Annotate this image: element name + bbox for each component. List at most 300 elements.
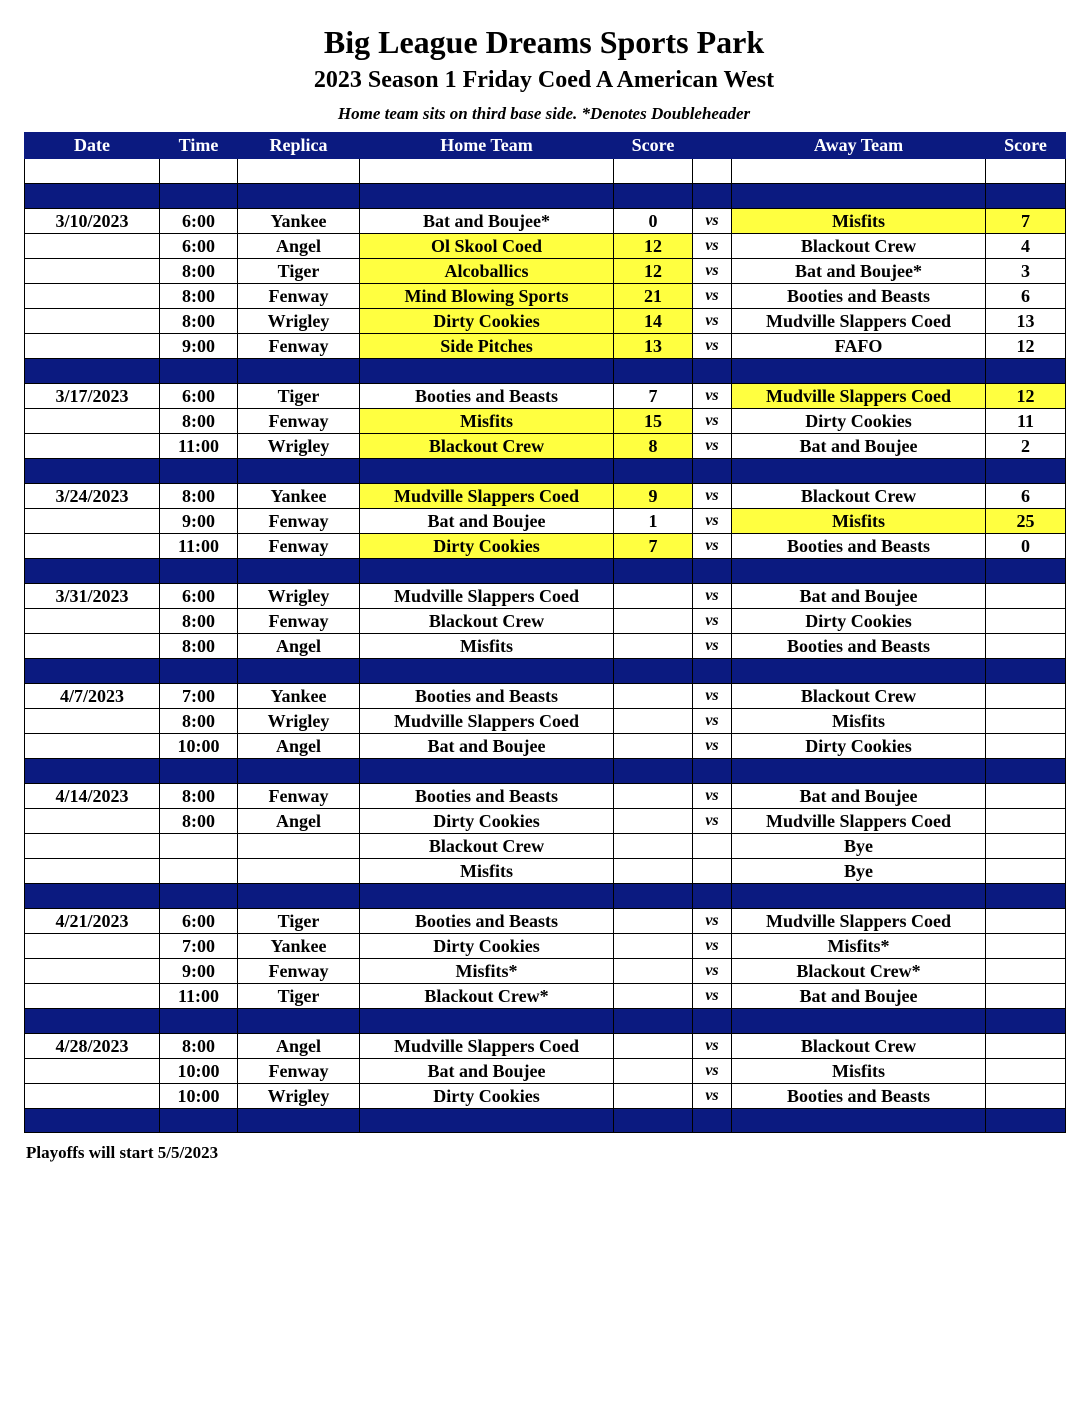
cell-date [25, 809, 160, 834]
cell-home-score [614, 934, 693, 959]
cell-vs: vs [693, 1059, 732, 1084]
cell-replica: Fenway [238, 959, 360, 984]
empty-cell [238, 1109, 360, 1133]
cell-date: 3/17/2023 [25, 384, 160, 409]
week-separator-row [25, 884, 1066, 909]
cell-vs: vs [693, 609, 732, 634]
empty-cell [732, 159, 986, 184]
cell-replica: Tiger [238, 259, 360, 284]
table-row [25, 859, 1066, 884]
cell-home-team: Blackout Crew [360, 834, 614, 859]
cell-home-score [614, 859, 693, 884]
cell-date [25, 859, 160, 884]
table-row [25, 784, 1066, 809]
empty-cell [986, 459, 1066, 484]
col-header-replica: Replica [238, 133, 360, 159]
week-separator-row [25, 359, 1066, 384]
cell-away-score: 6 [986, 284, 1066, 309]
cell-away-score: 6 [986, 484, 1066, 509]
cell-away-team: Blackout Crew [732, 684, 986, 709]
cell-home-score: 12 [614, 259, 693, 284]
cell-date [25, 234, 160, 259]
cell-date [25, 1084, 160, 1109]
cell-home-score: 7 [614, 534, 693, 559]
cell-home-score [614, 959, 693, 984]
table-row [25, 709, 1066, 734]
cell-home-team: Alcoballics [360, 259, 614, 284]
cell-replica: Yankee [238, 209, 360, 234]
cell-away-team: Mudville Slappers Coed [732, 309, 986, 334]
cell-home-score: 8 [614, 434, 693, 459]
cell-home-score [614, 1034, 693, 1059]
cell-home-score [614, 984, 693, 1009]
cell-home-score [614, 809, 693, 834]
cell-time: 10:00 [160, 734, 238, 759]
cell-time: 8:00 [160, 609, 238, 634]
cell-vs: vs [693, 259, 732, 284]
cell-vs: vs [693, 509, 732, 534]
empty-cell [693, 459, 732, 484]
schedule-note: Home team sits on third base side. *Denotes Doubleheader [337, 104, 751, 123]
cell-away-score: 3 [986, 259, 1066, 284]
cell-home-team: Bat and Boujee* [360, 209, 614, 234]
cell-away-score [986, 934, 1066, 959]
table-row [25, 209, 1066, 234]
empty-cell [693, 159, 732, 184]
cell-vs [693, 859, 732, 884]
cell-away-score [986, 784, 1066, 809]
cell-away-score [986, 584, 1066, 609]
cell-away-team: Misfits [732, 1059, 986, 1084]
empty-cell [360, 459, 614, 484]
cell-time: 8:00 [160, 309, 238, 334]
empty-cell [693, 759, 732, 784]
empty-cell [160, 659, 238, 684]
week-separator-row [25, 1109, 1066, 1133]
cell-time: 11:00 [160, 984, 238, 1009]
empty-cell [160, 559, 238, 584]
cell-replica: Fenway [238, 534, 360, 559]
cell-home-team: Dirty Cookies [360, 1084, 614, 1109]
cell-away-score [986, 1084, 1066, 1109]
cell-away-score [986, 709, 1066, 734]
col-header-away-team: Away Team [732, 133, 986, 159]
cell-time: 9:00 [160, 509, 238, 534]
cell-time: 6:00 [160, 234, 238, 259]
cell-away-score: 25 [986, 509, 1066, 534]
table-row [25, 584, 1066, 609]
cell-home-team: Booties and Beasts [360, 784, 614, 809]
cell-away-team: Mudville Slappers Coed [732, 909, 986, 934]
cell-away-score: 0 [986, 534, 1066, 559]
empty-cell [25, 659, 160, 684]
cell-vs: vs [693, 959, 732, 984]
cell-home-team: Bat and Boujee [360, 509, 614, 534]
cell-home-team: Dirty Cookies [360, 309, 614, 334]
cell-time: 11:00 [160, 534, 238, 559]
cell-time: 8:00 [160, 809, 238, 834]
cell-away-score: 13 [986, 309, 1066, 334]
cell-away-team: Misfits [732, 509, 986, 534]
cell-home-score: 13 [614, 334, 693, 359]
cell-replica: Fenway [238, 284, 360, 309]
empty-cell [160, 1109, 238, 1133]
cell-away-score [986, 959, 1066, 984]
cell-replica: Wrigley [238, 309, 360, 334]
cell-time: 7:00 [160, 934, 238, 959]
empty-cell [986, 1109, 1066, 1133]
cell-away-team: Bye [732, 859, 986, 884]
cell-date [25, 634, 160, 659]
cell-time: 8:00 [160, 784, 238, 809]
cell-home-team: Bat and Boujee [360, 734, 614, 759]
cell-away-score [986, 609, 1066, 634]
cell-replica: Angel [238, 1034, 360, 1059]
cell-away-score [986, 634, 1066, 659]
cell-vs: vs [693, 484, 732, 509]
cell-away-score [986, 909, 1066, 934]
cell-replica [238, 834, 360, 859]
cell-away-team: Bat and Boujee [732, 784, 986, 809]
cell-home-team: Blackout Crew [360, 609, 614, 634]
cell-away-score [986, 859, 1066, 884]
cell-date [25, 934, 160, 959]
empty-cell [160, 159, 238, 184]
empty-cell [25, 1109, 160, 1133]
cell-home-score [614, 834, 693, 859]
col-header-home-team: Home Team [360, 133, 614, 159]
table-row [25, 1084, 1066, 1109]
cell-time: 9:00 [160, 334, 238, 359]
cell-away-team: Dirty Cookies [732, 609, 986, 634]
cell-vs: vs [693, 234, 732, 259]
empty-cell [693, 659, 732, 684]
empty-cell [160, 459, 238, 484]
cell-away-team: Booties and Beasts [732, 634, 986, 659]
week-separator-row [25, 459, 1066, 484]
empty-cell [693, 1109, 732, 1133]
empty-cell [238, 459, 360, 484]
cell-time [160, 834, 238, 859]
empty-cell [238, 359, 360, 384]
empty-cell [360, 1009, 614, 1034]
cell-away-team: Bat and Boujee [732, 984, 986, 1009]
table-row [25, 434, 1066, 459]
cell-replica: Yankee [238, 484, 360, 509]
playoffs-note: Playoffs will start 5/5/2023 [26, 1143, 219, 1162]
week-separator-row [25, 1009, 1066, 1034]
table-row [25, 909, 1066, 934]
cell-away-score [986, 834, 1066, 859]
cell-vs: vs [693, 934, 732, 959]
cell-time: 6:00 [160, 584, 238, 609]
cell-away-team: Misfits [732, 209, 986, 234]
empty-cell [360, 659, 614, 684]
cell-away-team: Blackout Crew [732, 234, 986, 259]
table-row [25, 384, 1066, 409]
empty-cell [614, 559, 693, 584]
empty-cell [25, 359, 160, 384]
empty-cell [238, 659, 360, 684]
cell-date [25, 709, 160, 734]
cell-time: 6:00 [160, 384, 238, 409]
empty-cell [25, 159, 160, 184]
empty-cell [25, 559, 160, 584]
cell-time: 8:00 [160, 484, 238, 509]
cell-time: 10:00 [160, 1059, 238, 1084]
week-separator-row [25, 184, 1066, 209]
cell-away-score: 2 [986, 434, 1066, 459]
cell-date: 4/14/2023 [25, 784, 160, 809]
cell-home-score [614, 784, 693, 809]
table-row [25, 734, 1066, 759]
cell-home-team: Booties and Beasts [360, 384, 614, 409]
empty-cell [986, 1009, 1066, 1034]
cell-home-score [614, 584, 693, 609]
cell-time: 8:00 [160, 409, 238, 434]
cell-away-score [986, 734, 1066, 759]
cell-vs: vs [693, 634, 732, 659]
cell-home-team: Misfits [360, 859, 614, 884]
cell-vs: vs [693, 534, 732, 559]
empty-cell [693, 359, 732, 384]
cell-away-score [986, 1059, 1066, 1084]
cell-vs: vs [693, 209, 732, 234]
cell-date [25, 834, 160, 859]
cell-home-score [614, 734, 693, 759]
cell-time: 8:00 [160, 709, 238, 734]
table-row [25, 684, 1066, 709]
table-row [25, 634, 1066, 659]
cell-away-score: 7 [986, 209, 1066, 234]
cell-date: 4/21/2023 [25, 909, 160, 934]
schedule-table [24, 132, 1066, 1133]
empty-cell [25, 459, 160, 484]
week-separator-row [25, 559, 1066, 584]
cell-vs: vs [693, 909, 732, 934]
cell-home-score [614, 1059, 693, 1084]
empty-cell [614, 884, 693, 909]
cell-away-team: Misfits* [732, 934, 986, 959]
cell-home-team: Side Pitches [360, 334, 614, 359]
empty-cell [732, 559, 986, 584]
cell-away-score [986, 809, 1066, 834]
cell-time: 8:00 [160, 1034, 238, 1059]
cell-replica: Tiger [238, 984, 360, 1009]
table-row [25, 334, 1066, 359]
empty-cell [732, 459, 986, 484]
cell-home-score: 1 [614, 509, 693, 534]
cell-home-team: Booties and Beasts [360, 909, 614, 934]
cell-vs: vs [693, 784, 732, 809]
empty-cell [614, 459, 693, 484]
cell-home-team: Misfits* [360, 959, 614, 984]
cell-away-team: Blackout Crew [732, 1034, 986, 1059]
cell-home-score: 9 [614, 484, 693, 509]
empty-cell [693, 884, 732, 909]
cell-replica: Fenway [238, 334, 360, 359]
cell-date: 4/28/2023 [25, 1034, 160, 1059]
cell-home-team: Mudville Slappers Coed [360, 584, 614, 609]
cell-away-team: Booties and Beasts [732, 1084, 986, 1109]
cell-away-team: Dirty Cookies [732, 409, 986, 434]
cell-home-team: Bat and Boujee [360, 1059, 614, 1084]
cell-date [25, 1059, 160, 1084]
table-header-row [25, 133, 1066, 159]
cell-home-team: Blackout Crew [360, 434, 614, 459]
empty-cell [25, 884, 160, 909]
empty-cell [360, 759, 614, 784]
empty-cell [25, 184, 160, 209]
empty-cell [25, 1009, 160, 1034]
cell-replica: Wrigley [238, 584, 360, 609]
col-header-time: Time [160, 133, 238, 159]
cell-home-team: Booties and Beasts [360, 684, 614, 709]
empty-cell [732, 359, 986, 384]
cell-home-team: Dirty Cookies [360, 934, 614, 959]
empty-cell [986, 659, 1066, 684]
cell-home-score [614, 609, 693, 634]
table-row [25, 1059, 1066, 1084]
cell-home-team: Misfits [360, 409, 614, 434]
cell-replica: Yankee [238, 684, 360, 709]
cell-date [25, 609, 160, 634]
cell-away-team: Dirty Cookies [732, 734, 986, 759]
cell-time: 10:00 [160, 1084, 238, 1109]
empty-cell [614, 159, 693, 184]
empty-cell [360, 159, 614, 184]
cell-date [25, 434, 160, 459]
cell-away-team: Misfits [732, 709, 986, 734]
cell-date [25, 259, 160, 284]
cell-time: 8:00 [160, 284, 238, 309]
cell-home-score [614, 709, 693, 734]
table-row [25, 484, 1066, 509]
cell-away-score: 11 [986, 409, 1066, 434]
table-row [25, 934, 1066, 959]
cell-vs: vs [693, 409, 732, 434]
week-separator-row [25, 759, 1066, 784]
cell-replica: Fenway [238, 609, 360, 634]
schedule-body [25, 159, 1066, 1133]
cell-date [25, 509, 160, 534]
cell-home-team: Mind Blowing Sports [360, 284, 614, 309]
cell-vs: vs [693, 734, 732, 759]
cell-vs [693, 834, 732, 859]
empty-cell [360, 1109, 614, 1133]
col-header-home-score: Score [614, 133, 693, 159]
cell-vs: vs [693, 984, 732, 1009]
cell-home-team: Dirty Cookies [360, 809, 614, 834]
empty-cell [238, 884, 360, 909]
empty-cell [238, 159, 360, 184]
cell-date [25, 984, 160, 1009]
table-row [25, 1034, 1066, 1059]
table-row [25, 984, 1066, 1009]
cell-replica: Fenway [238, 784, 360, 809]
cell-away-score: 4 [986, 234, 1066, 259]
cell-away-team: Bat and Boujee [732, 584, 986, 609]
empty-cell [986, 884, 1066, 909]
cell-away-team: Bat and Boujee [732, 434, 986, 459]
empty-cell [238, 184, 360, 209]
cell-away-score [986, 684, 1066, 709]
cell-date [25, 284, 160, 309]
cell-replica: Fenway [238, 509, 360, 534]
cell-vs: vs [693, 709, 732, 734]
cell-replica: Wrigley [238, 1084, 360, 1109]
cell-away-team: Bat and Boujee* [732, 259, 986, 284]
cell-away-team: Blackout Crew [732, 484, 986, 509]
cell-home-team: Misfits [360, 634, 614, 659]
empty-cell [732, 1109, 986, 1133]
cell-date: 3/31/2023 [25, 584, 160, 609]
cell-away-team: Blackout Crew* [732, 959, 986, 984]
cell-home-team: Mudville Slappers Coed [360, 1034, 614, 1059]
empty-cell [160, 359, 238, 384]
cell-away-team: Booties and Beasts [732, 534, 986, 559]
cell-time: 6:00 [160, 909, 238, 934]
table-row [25, 409, 1066, 434]
empty-cell [986, 559, 1066, 584]
cell-vs: vs [693, 434, 732, 459]
cell-vs: vs [693, 384, 732, 409]
cell-replica: Angel [238, 734, 360, 759]
empty-cell [614, 1109, 693, 1133]
page-subtitle: 2023 Season 1 Friday Coed A American West [313, 67, 775, 93]
table-row [25, 809, 1066, 834]
cell-date [25, 409, 160, 434]
cell-away-team: Mudville Slappers Coed [732, 384, 986, 409]
cell-replica: Yankee [238, 934, 360, 959]
week-separator-row [25, 659, 1066, 684]
col-header-vs [693, 133, 732, 159]
blank-row [25, 159, 1066, 184]
empty-cell [238, 759, 360, 784]
table-row [25, 284, 1066, 309]
cell-date [25, 959, 160, 984]
empty-cell [614, 759, 693, 784]
empty-cell [614, 659, 693, 684]
cell-home-score: 0 [614, 209, 693, 234]
empty-cell [360, 559, 614, 584]
cell-time: 8:00 [160, 634, 238, 659]
cell-replica: Angel [238, 809, 360, 834]
table-row [25, 534, 1066, 559]
cell-away-team: Mudville Slappers Coed [732, 809, 986, 834]
cell-time: 9:00 [160, 959, 238, 984]
cell-away-score [986, 1034, 1066, 1059]
empty-cell [693, 1009, 732, 1034]
cell-date: 3/10/2023 [25, 209, 160, 234]
cell-vs: vs [693, 809, 732, 834]
cell-home-score [614, 634, 693, 659]
empty-cell [693, 184, 732, 209]
table-row [25, 959, 1066, 984]
empty-cell [238, 1009, 360, 1034]
cell-date [25, 534, 160, 559]
cell-vs: vs [693, 584, 732, 609]
empty-cell [160, 884, 238, 909]
cell-replica: Fenway [238, 1059, 360, 1084]
cell-home-score [614, 1084, 693, 1109]
cell-vs: vs [693, 284, 732, 309]
cell-time [160, 859, 238, 884]
cell-vs: vs [693, 1034, 732, 1059]
cell-home-score: 15 [614, 409, 693, 434]
cell-replica: Wrigley [238, 709, 360, 734]
cell-replica: Angel [238, 234, 360, 259]
